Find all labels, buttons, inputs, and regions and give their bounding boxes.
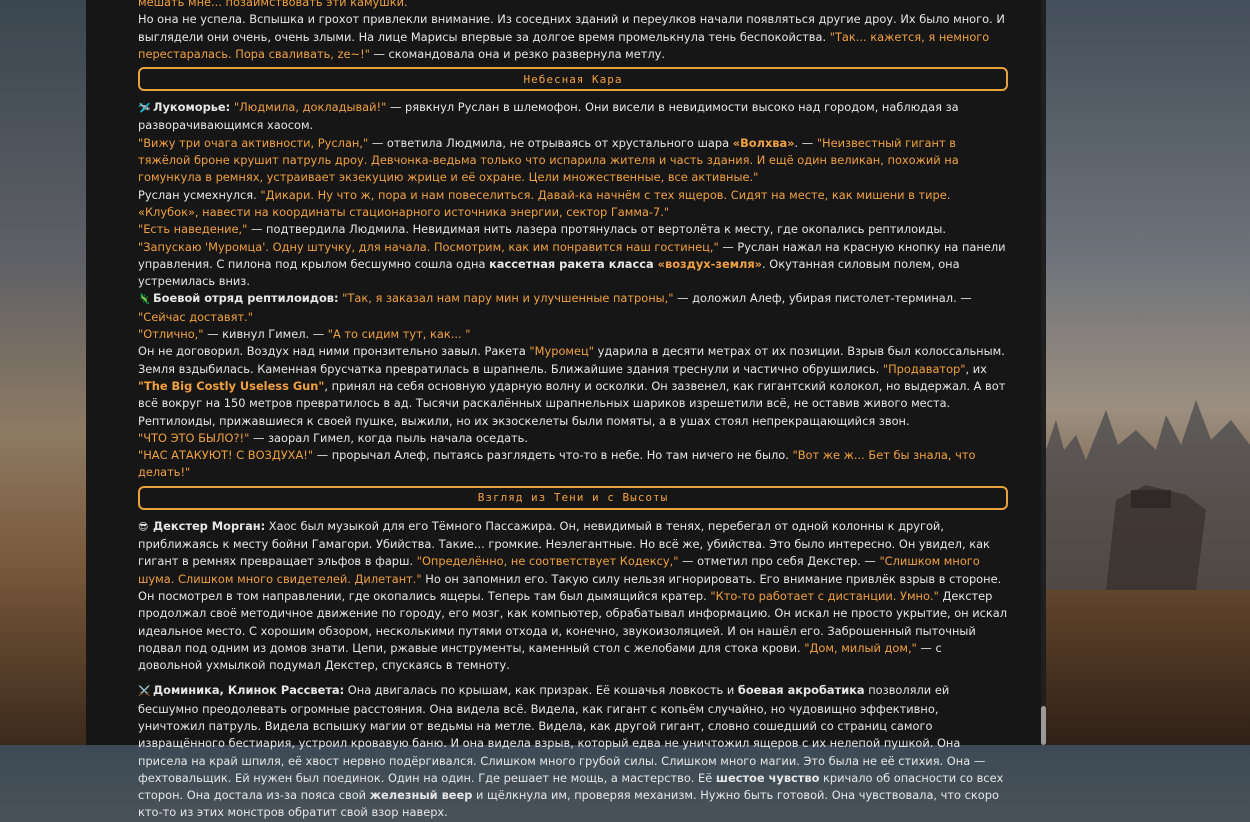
paragraph: [138, 11, 1008, 63]
paragraph: [138, 187, 1008, 222]
sunglasses-icon: 😎: [138, 521, 149, 533]
section-header-view-from-shadow: [138, 486, 1008, 510]
quote: "Так, я заказал нам пару мин и улучшенные патроны,": [342, 291, 674, 306]
text: — отметил про себя Декстер. —: [678, 554, 880, 569]
quote: "Слишком много шума. Слишком много свидетелей. Дилетант.": [138, 554, 980, 586]
text: Руслан усмехнулся.: [138, 187, 261, 202]
story-text: [138, 0, 1008, 822]
section-title: Взгляд из Тени и с Высоты: [477, 491, 669, 505]
bold-term: шестое чувство: [715, 770, 820, 785]
text: , их: [965, 361, 987, 376]
quote: "НАС АТАКУЮТ! С ВОЗДУХА!": [138, 448, 314, 463]
quote: "Отлично,": [138, 327, 204, 342]
text: Она двигалась по крышам, как призрак. Её кошачья ловкость и: [344, 683, 738, 698]
text: — кивнул Гимел. —: [203, 327, 328, 342]
text: Но он запомнил его. Такую силу нельзя игнорировать. Его внимание привлёк взрыв в стороне. Он посмотрел в том направлении, где окопались ящеры. Теперь там был дымящийся кратер.: [138, 571, 1002, 603]
paragraph: [138, 221, 1008, 238]
quote: "Дом, милый дом,": [804, 640, 917, 655]
speaker-name: Лукоморье:: [153, 100, 231, 115]
quote: "ЧТО ЭТО БЫЛО?!": [138, 430, 250, 445]
quote: "Вижу три очага активности, Руслан,": [138, 135, 369, 150]
quote: "Неизвестный гигант в тяжёлой броне крушит патруль дроу. Девчонка-ведьма только что испарила жителя и часть здания. И ещё один великан, похожий на гомункула в ремнях, устраивает экзекуцию жрице и её охране. Цели множественные, все активные.": [138, 135, 959, 185]
paragraph: [138, 430, 1008, 447]
quote: "Есть наведение,": [138, 222, 248, 237]
text: кричало об опасности со всех сторон. Она достала из-за пояса свой: [138, 770, 1004, 803]
background-ruins: [1046, 390, 1250, 590]
text: — прорычал Алеф, пытаясь разглядеть что-то в небе. Но там ничего не было.: [313, 448, 793, 463]
quote: "Людмила, докладывай!": [233, 100, 387, 115]
bold-term: «воздух-земля»: [657, 256, 763, 271]
text: — с довольной ухмылкой подумал Декстер, спускаясь в темноту.: [138, 640, 942, 673]
text: — рявкнул Руслан в шлемофон. Они висели в невидимости высоко над городом, наблюдая за разворачивающимся хаосом.: [138, 100, 959, 133]
quote: "Муромец": [529, 344, 595, 359]
quote: "Вот же ж... Бет бы знала, что делать!": [138, 448, 976, 480]
text: — скомандовала она и резко развернула метлу.: [369, 46, 666, 61]
bold-term: «Волхва»: [732, 135, 795, 150]
paragraph: [138, 447, 1008, 482]
paragraph: [138, 290, 1008, 326]
text: . —: [794, 135, 817, 150]
paragraph: [138, 343, 1008, 429]
text: — доложил Алеф, убирая пистолет-терминал. —: [673, 291, 972, 306]
text: и щёлкнула им, проверяя механизм. Нужно быть готовой. Она чувствовала, что скоро кто-то из этих монстров обратит свой взор наверх.: [138, 788, 999, 820]
crossed-swords-icon: ⚔️: [138, 686, 151, 698]
quote: "Запускаю 'Муромца'. Одну штучку, для начала. Посмотрим, как им понравится наш гостинец,": [138, 239, 719, 254]
paragraph-top: [138, 0, 1008, 11]
scrollbar[interactable]: [1041, 0, 1046, 745]
quote: "Сейчас доставят.": [138, 309, 253, 324]
text: , принял на себя основную ударную волну и осколки. Он зазвенел, как гигантский колокол, но выдержал. А вот всё вокруг на 150 метров превратилось в ад. Тысячи раскалённых шрапнельных шариков изрешетили всё, не оставив живого места. Рептилоиды, прижавшиеся к своей пушке, выжили, но их экзоскелеты были помяты, а в ушах стоял непрекращающийся звон.: [138, 378, 1006, 428]
quote: "А то сидим тут, как... ": [327, 327, 471, 342]
quote: мешать мне... позаимствовать эти камушки.: [138, 0, 408, 9]
speaker-name: Боевой отряд рептилоидов:: [153, 291, 339, 306]
helicopter-icon: 🛩️: [138, 103, 151, 115]
bold-term: железный веер: [369, 788, 473, 803]
text: Декстер продолжал своё методичное движение по городу, его мозг, как компьютер, обрабатывал информацию. Он искал не просто укрытие, он искал идеальное место. С хорошим обзором, несколькими путями отхода и, конечно, звукоизоляцией. И он нашёл его. Заброшенный пыточный подвал под одним из домов знати. Цепи, ржавые инструменты, каменный стол с желобами для стока крови.: [138, 588, 1008, 655]
spacer: [138, 674, 1008, 682]
quote: "Определённо, не соответствует Кодексу,": [416, 554, 679, 569]
paragraph: [138, 682, 1008, 821]
quote: "Кто-то работает с дистанции. Умно.": [710, 588, 939, 603]
lizard-icon: 🦎: [138, 294, 151, 306]
text: — заорал Гимел, когда пыль начала оседать.: [249, 430, 529, 445]
bold-term: кассетная ракета класса: [489, 256, 658, 271]
text: — Руслан нажал на красную кнопку на панели управления. С пилона под крылом бесшумно сошла одна: [138, 239, 1006, 271]
speaker-name: Доминика, Клинок Рассвета:: [153, 683, 345, 698]
quote: "Дикари. Ну что ж, пора и нам повеселиться. Давай-ка начнём с тех ящеров. Сидят на месте, как мишени в тире. «Клубок», навести на координаты стационарного источника энергии, сектор Гамма-7.": [138, 187, 951, 219]
quote: "Так... кажется, я немного перестаралась. Пора сваливать, ze~!": [138, 29, 990, 61]
section-title: Небесная Кара: [523, 72, 623, 86]
paragraph: [138, 135, 1008, 187]
text: Он не договорил. Воздух над ними пронзительно завыл. Ракета: [138, 344, 530, 359]
quote: "Продаватор": [882, 361, 966, 376]
paragraph: [138, 518, 1008, 675]
paragraph: [138, 326, 1008, 343]
background-right: [1046, 0, 1250, 745]
chat-panel: [86, 0, 1046, 820]
text: — ответила Людмила, не отрываясь от хрустального шара: [368, 135, 733, 150]
text: . Окутанная силовым полем, она устремилась вниз.: [138, 256, 960, 289]
section-header-heavenly-punishment: [138, 67, 1008, 91]
bold-term: "The Big Costly Useless Gun": [138, 378, 325, 393]
text: — подтвердила Людмила. Невидимая нить лазера протянулась от вертолёта к месту, где окопались рептилоиды.: [247, 222, 946, 237]
text: Хаос был музыкой для его Тёмного Пассажира. Он, невидимый в тенях, перебегал от одной колонны к другой, приближаясь к месту бойни Гамагори. Убийства. Такие... громкие. Неэлегантные. Но всё же, убийства. Это было интересно. Он увидел, как гигант в ремнях превращает эльфов в фарш.: [138, 518, 990, 569]
paragraph: [138, 239, 1008, 291]
text: Но она не успела. Вспышка и грохот привлекли внимание. Из соседних зданий и переулков начали появляться другие дроу. Их было много. И выглядели они очень, очень злыми. На лице Марисы впервые за долгое время промелькнула тень беспокойства.: [138, 12, 1005, 44]
scrollbar-thumb[interactable]: [1041, 706, 1046, 745]
paragraph: [138, 99, 1008, 135]
text: ударила в десяти метрах от их позиции. Взрыв был колоссальным. Земля вздыбилась. Каменная брусчатка превратилась в шрапнель. Ближайшие здания треснули и частично обрушились.: [138, 344, 1005, 376]
background-left: [0, 0, 86, 745]
speaker-name: Декстер Морган:: [153, 518, 266, 533]
bold-term: боевая акробатика: [737, 683, 865, 698]
text: позволяли ей бесшумно преодолевать огромные расстояния. Она видела всё. Видела, как гигант с копьём случайно, но чудовищно эффективно, уничтожил патруль. Видела вспышку магии от ведьмы на метле. Видела, как другой гигант, словно сошедший со страниц самого извращённого бестиария, устроил кровавую баню. И она видела взрыв, который едва не уничтожил ящеров с их нелепой пушкой. Она присела на край шпиля, её хвост нервно подёргивался. Слишком много грубой силы. Слишком много магии. Это была не её стихия. Она — фехтовальщик. Ей нужен был поединок. Один на один. Где решает не мощь, а мастерство. Её: [138, 683, 986, 785]
